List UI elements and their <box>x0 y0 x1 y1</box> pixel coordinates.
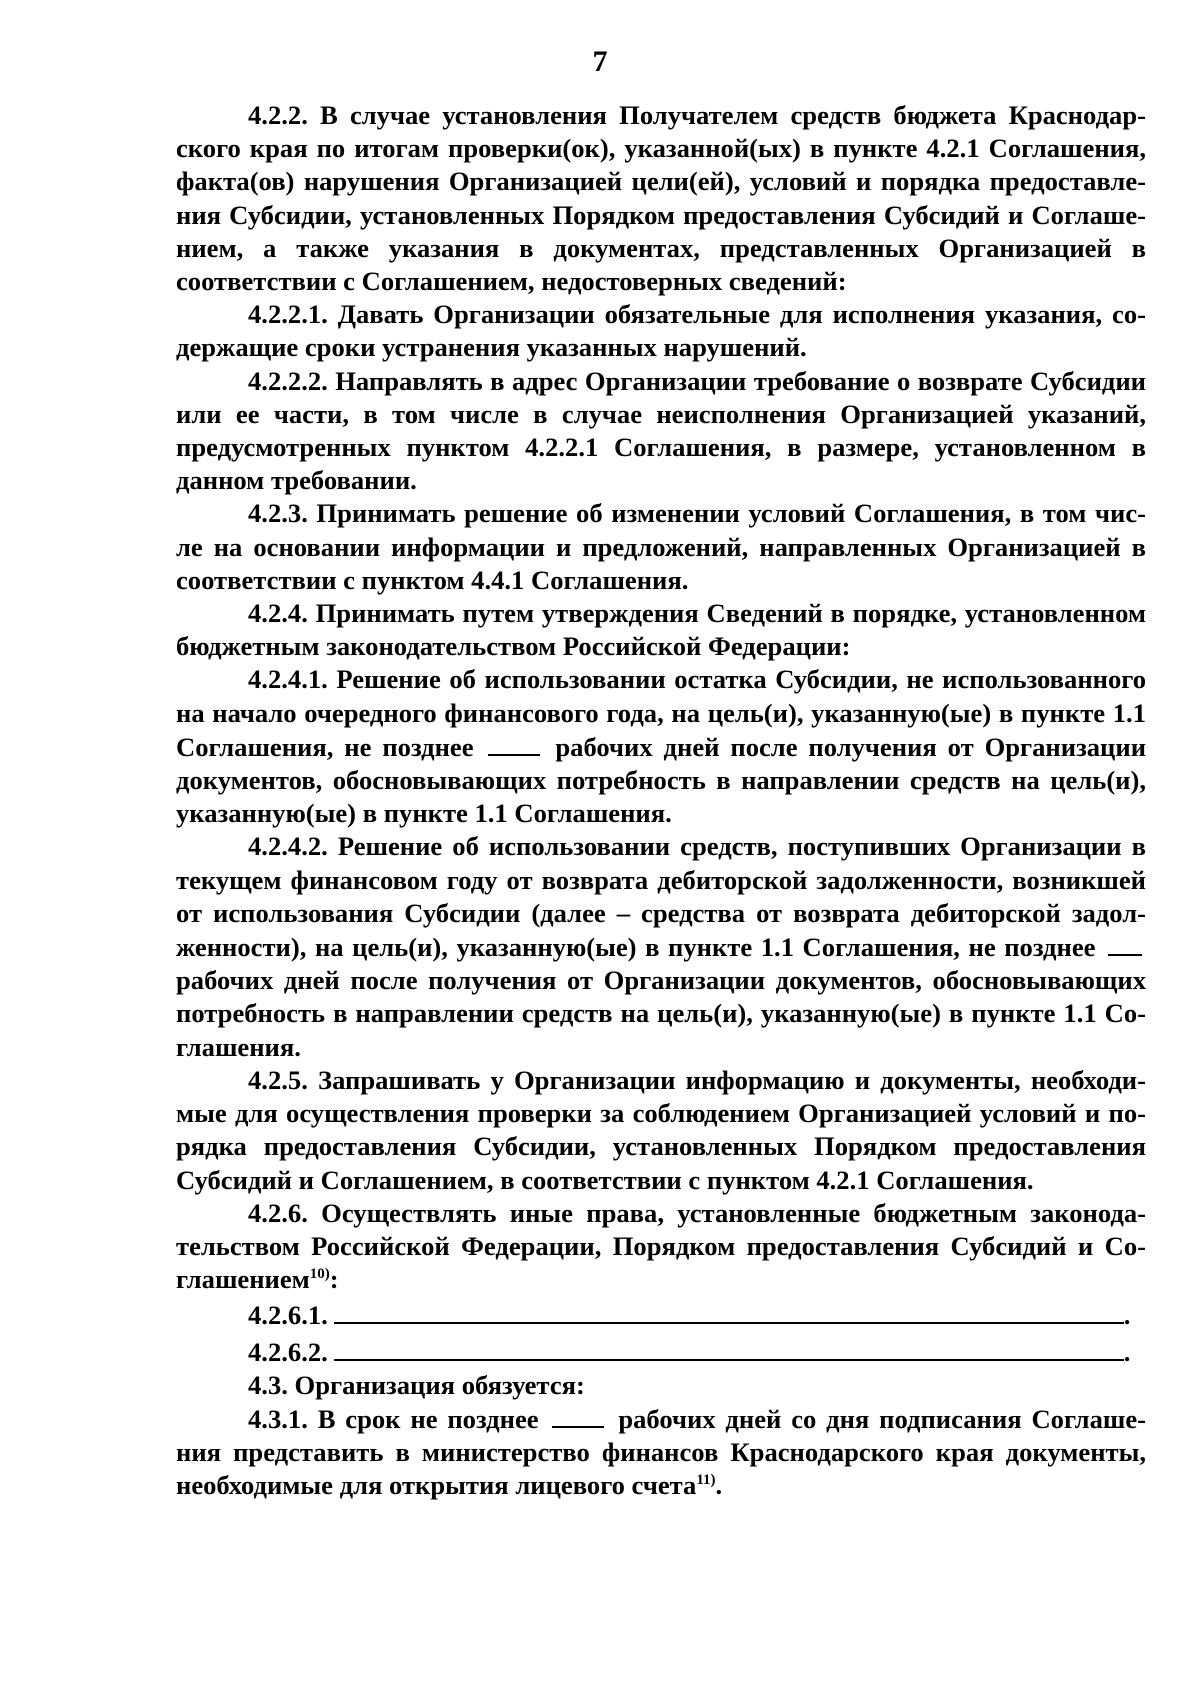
paragraph-4-3-1 <box>176 1402 1146 1503</box>
paragraph-4-3-1-text-a: 4.3.1. В срок не позднее <box>248 1403 539 1434</box>
paragraph-4-2-4-2-text-b: рабочих дней после получения от Организации документов, обосновывающих потребность в направлении средств на цель(и), указанную(ые) в пункте 1.1 Соглашения. <box>176 965 1146 1062</box>
paragraph-4-2-4: 4.2.4. Принимать путем утверждения Сведений в порядке, установленном бюджетным законодательством Российской Федерации: <box>176 598 1146 662</box>
blank-days-field <box>552 1402 604 1428</box>
paragraph-4-3-1-period: . <box>715 1470 723 1501</box>
paragraph-4-2-2-1: 4.2.2.1. Давать Организации обязательные для исполнения указания, содержащие сроки устранения указанных нарушений. <box>176 299 1146 363</box>
item-4-2-6-2 <box>176 1333 1146 1369</box>
paragraph-4-2-4-2 <box>176 830 1146 1063</box>
fill-line-period: . <box>1123 1336 1131 1367</box>
paragraph-4-2-4-1 <box>176 663 1146 830</box>
fill-in-line <box>334 1333 1124 1361</box>
paragraph-4-2-5: 4.2.5. Запрашивать у Организации информацию и документы, необходимые для осуществления проверки за соблюдением Организацией условий и порядка предоставления Субсидии, установленных Порядком предоставления Субсидий и Соглашением, в соответствии с пунктом 4.2.1 Соглашения. <box>176 1064 1146 1195</box>
paragraph-4-2-2-2: 4.2.2.2. Направлять в адрес Организации требование о возврате Субсидии или ее части, в том числе в случае неисполнения Организацией указаний, предусмотренных пунктом 4.2.2.1 Соглашения, в размере, установленном в данном требовании. <box>176 365 1146 496</box>
item-4-2-6-1 <box>176 1296 1146 1332</box>
document-body <box>176 99 1146 1503</box>
blank-days-field <box>1108 930 1142 956</box>
paragraph-4-2-4-1-text-b: рабочих дней после получения от Организации документов, обосновывающих потребность в направлении средств на цель(и), указанную(ые) в пункте 1.1 Соглашения. <box>176 731 1147 829</box>
paragraph-4-2-3: 4.2.3. Принимать решение об изменении условий Соглашения, в том числе на основании информации и предложений, направленных Организацией в соответствии с пунктом 4.4.1 Соглашения. <box>176 498 1146 595</box>
paragraph-4-2-4-1-text-a: 4.2.4.1. Решение об использовании остатка Субсидии, не использованного на начало очередного финансового года, на цель(и), указанную(ые) в пункте 1.1 Соглашения, не позднее <box>176 664 1146 762</box>
fill-line-period: . <box>1123 1300 1131 1331</box>
paragraph-4-3-1-text-b: рабочих дней со дня подписания Соглашения представить в министерство финансов Краснодарского края документы, необходимые для открытия лицевого счета <box>176 1403 1147 1501</box>
item-4-2-6-1-label: 4.2.6.1. <box>248 1300 328 1331</box>
footnote-ref-10: 10) <box>309 1266 330 1283</box>
footnote-ref-11: 11) <box>696 1472 716 1489</box>
paragraph-4-2-2: 4.2.2. В случае установления Получателем средств бюджета Краснодарского края по итогам проверки(ок), указанной(ых) в пункте 4.2.1 Соглашения, факта(ов) нарушения Организацией цели(ей), условий и порядка предоставления Субсидии, установленных Порядком предоставления Субсидий и Соглашением, а также указания в документах, представленных Организацией в соответствии с Соглашением, недостоверных сведений: <box>176 100 1146 297</box>
blank-days-field <box>488 730 540 756</box>
paragraph-4-2-4-2-text-a: 4.2.4.2. Решение об использовании средств, поступивших Организации в текущем финансовом году от возврата дебиторской задолженности, возникшей от использования Субсидии (далее – средства от возврата дебиторской задолженности), на цель(и), указанную(ые) в пункте 1.1 Соглашения, не позднее <box>176 831 1146 963</box>
page-number: 7 <box>592 45 608 78</box>
paragraph-4-3: 4.3. Организация обязуется: <box>248 1369 585 1400</box>
paragraph-4-2-6 <box>176 1197 1146 1297</box>
paragraph-4-2-6-text: 4.2.6. Осуществлять иные права, установленные бюджетным законодательством Российской Федерации, Порядком предоставления Субсидий и Соглашением <box>176 1197 1146 1295</box>
fill-in-line <box>334 1296 1124 1324</box>
paragraph-4-2-6-colon: : <box>329 1264 339 1295</box>
item-4-2-6-2-label: 4.2.6.2. <box>248 1336 328 1367</box>
